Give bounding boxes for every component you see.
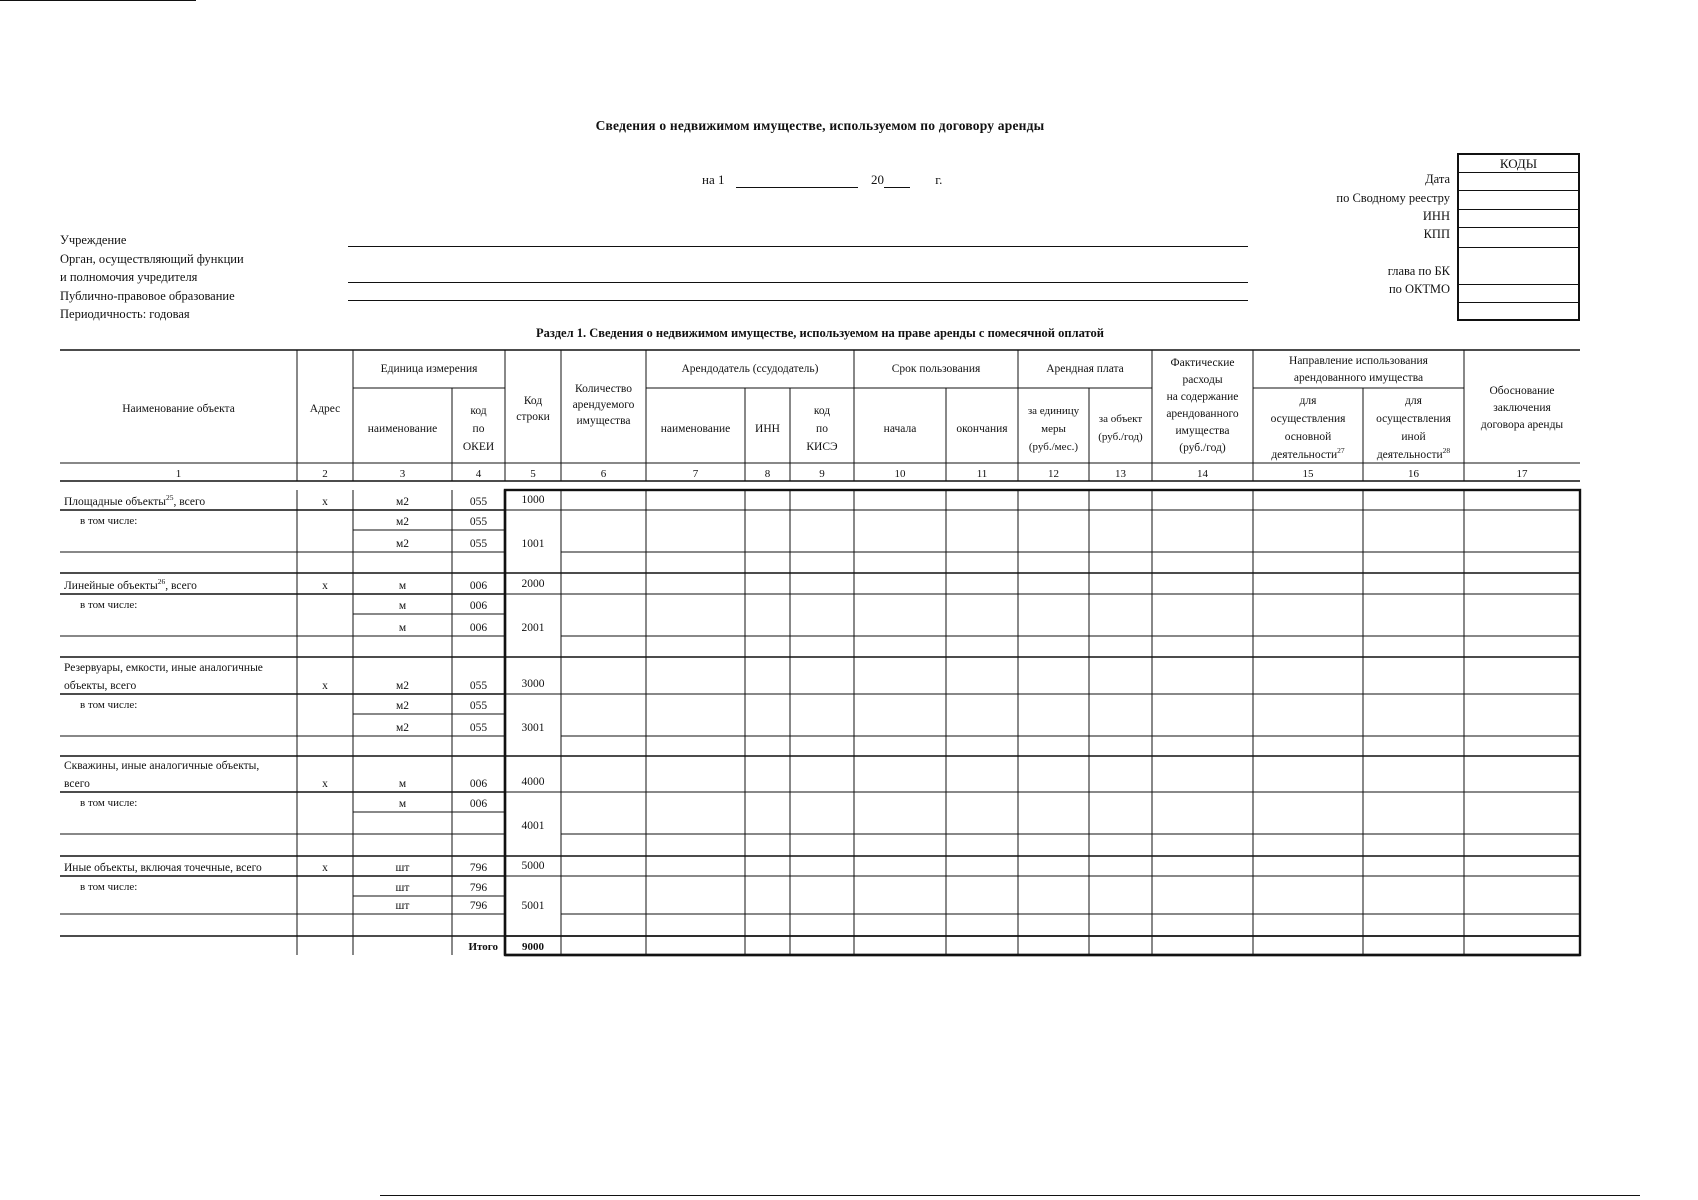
group-address: х xyxy=(322,580,328,592)
header-usage-other-last: деятельности$^{28}$ xyxy=(1376,446,1451,461)
total-code: 9000 xyxy=(522,941,544,953)
header-usage-group: Направление использования xyxy=(1289,355,1428,367)
header-term-start: начала xyxy=(883,423,917,435)
header-usage-other: осуществления xyxy=(1376,413,1451,425)
date-prefix: на 1 xyxy=(702,172,725,187)
header-unit-name: наименование xyxy=(367,423,438,435)
column-number: 16 xyxy=(1408,468,1419,480)
header-quantity: Количество xyxy=(575,383,632,395)
header-basis: Обоснование xyxy=(1489,385,1555,397)
column-number: 4 xyxy=(475,468,482,480)
label-institution: Учреждение xyxy=(60,233,127,247)
group-unit: м2 xyxy=(395,496,410,508)
group-address: х xyxy=(322,496,328,508)
group-code: 4000 xyxy=(521,776,545,788)
section-title: Раздел 1. Сведения о недвижимом имуществе, используемом на праве аренды с помесячной оплатой xyxy=(536,326,1104,340)
header-actual-costs: на содержание xyxy=(1166,391,1239,403)
header-usage-group: арендованного имущества xyxy=(1293,372,1424,384)
label-periodicity: Периодичность: годовая xyxy=(60,307,190,321)
column-number: 2 xyxy=(322,468,328,480)
code-label-inn: ИНН xyxy=(1422,209,1450,223)
column-number: 11 xyxy=(976,468,988,480)
column-number: 3 xyxy=(399,468,406,480)
header-rent-object: за объект xyxy=(1098,413,1143,425)
group-title: Скважины, иные аналогичные объекты, xyxy=(64,760,260,772)
sub-okei: 055 xyxy=(469,516,488,528)
header-rent-unit: меры xyxy=(1041,423,1066,435)
bottom-edge-line xyxy=(380,1195,1640,1196)
header-quantity: имущества xyxy=(576,415,631,427)
sub-unit: м xyxy=(398,798,407,810)
header-row-code: строки xyxy=(516,411,550,423)
header-rent-unit: за единицу xyxy=(1027,405,1080,417)
sub-unit: шт xyxy=(395,900,410,912)
sub-okei: 796 xyxy=(469,900,488,912)
group-code: 1000 xyxy=(521,494,545,506)
header-quantity: арендуемого xyxy=(572,399,635,411)
group-okei: 006 xyxy=(469,778,488,790)
header-lessor-inn: ИНН xyxy=(755,423,780,435)
sub-unit: м xyxy=(398,600,407,612)
header-row-code: Код xyxy=(523,395,543,407)
header-lessor-kise: по xyxy=(816,423,828,435)
column-number: 9 xyxy=(819,468,825,480)
group-address: х xyxy=(322,680,328,692)
header-rent-unit: (руб./мес.) xyxy=(1028,441,1079,453)
header-usage-main: осуществления xyxy=(1270,413,1346,425)
code-label-bk: глава по БК xyxy=(1387,264,1450,278)
sub-okei: 055 xyxy=(469,538,488,550)
sub-unit: м2 xyxy=(395,538,410,550)
header-usage-other: иной xyxy=(1401,431,1426,443)
group-unit: шт xyxy=(395,862,410,874)
sub-code: 1001 xyxy=(521,538,545,550)
label-founder-body: Орган, осуществляющий функции xyxy=(60,251,244,266)
date-suffix: г. xyxy=(935,172,943,187)
codes-header: КОДЫ xyxy=(1459,155,1578,173)
column-number: 12 xyxy=(1048,468,1059,480)
column-number: 17 xyxy=(1516,468,1528,480)
header-usage-main: для xyxy=(1299,395,1317,407)
data-area-frame xyxy=(505,490,1580,955)
group-okei: 796 xyxy=(469,862,488,874)
sub-okei: 796 xyxy=(469,882,488,894)
header-lessor-kise: КИСЭ xyxy=(806,441,838,453)
sub-label: в том числе: xyxy=(80,797,138,809)
group-title-cont: всего xyxy=(64,778,90,790)
group-code: 2000 xyxy=(521,578,545,590)
sub-unit: шт xyxy=(395,882,410,894)
sub-okei: 006 xyxy=(469,622,488,634)
header-actual-costs: (руб./год) xyxy=(1179,442,1226,454)
sub-code: 3001 xyxy=(521,722,545,734)
code-label-date: Дата xyxy=(1425,172,1450,186)
header-okei: по xyxy=(472,423,485,435)
column-number: 1 xyxy=(175,468,182,480)
group-title: Линейные объекты$^{26}$, всего xyxy=(64,577,197,592)
document-title: Сведения о недвижимом имуществе, используемом по договору аренды xyxy=(595,118,1045,133)
header-rent-object: (руб./год) xyxy=(1098,431,1143,443)
group-title: Иные объекты, включая точечные, всего xyxy=(64,862,262,874)
header-lessor-kise: код xyxy=(813,405,831,417)
label-public-entity: Публично-правовое образование xyxy=(60,288,235,303)
sub-okei: 055 xyxy=(469,722,488,734)
header-actual-costs: арендованного xyxy=(1166,408,1239,420)
header-address: Адрес xyxy=(309,403,341,415)
header-lessor-group: Арендодатель (ссудодатель) xyxy=(681,363,819,375)
column-number: 8 xyxy=(764,468,771,480)
header-basis: договора аренды xyxy=(1480,419,1564,431)
header-okei: код xyxy=(470,405,487,417)
header-usage-other: для xyxy=(1405,395,1422,407)
group-code: 3000 xyxy=(521,678,545,690)
group-okei: 055 xyxy=(469,680,488,692)
header-actual-costs: Фактические xyxy=(1170,357,1235,369)
date-year-prefix: 20 xyxy=(870,172,884,187)
sub-okei: 006 xyxy=(469,600,488,612)
header-unit-group: Единица измерения xyxy=(380,363,478,375)
sub-label: в том числе: xyxy=(80,699,138,711)
header-usage-main-last: деятельности$^{27}$ xyxy=(1271,446,1345,461)
sub-okei: 055 xyxy=(469,700,488,712)
sub-code: 2001 xyxy=(521,622,545,634)
sub-unit: м2 xyxy=(395,722,410,734)
column-number: 14 xyxy=(1197,468,1208,480)
header-term-group: Срок пользования xyxy=(891,363,981,375)
label-founder-body-cont: и полномочия учредителя xyxy=(60,270,198,284)
group-title: Резервуары, емкости, иные аналогичные xyxy=(64,662,263,674)
sub-label: в том числе: xyxy=(80,515,138,527)
header-okei: ОКЕИ xyxy=(462,441,495,453)
group-title: Площадные объекты$^{25}$, всего xyxy=(64,493,206,508)
group-unit: м xyxy=(398,778,407,790)
column-number: 10 xyxy=(894,468,906,480)
group-address: х xyxy=(322,862,328,874)
header-lessor-name: наименование xyxy=(660,423,731,435)
header-basis: заключения xyxy=(1493,402,1551,414)
sub-code: 4001 xyxy=(521,820,545,832)
sub-unit: м2 xyxy=(395,516,410,528)
group-unit: м xyxy=(398,580,407,592)
group-unit: м2 xyxy=(395,680,410,692)
column-number: 15 xyxy=(1302,468,1314,480)
header-actual-costs: имущества xyxy=(1175,425,1230,437)
group-okei: 055 xyxy=(469,496,488,508)
header-term-end: окончания xyxy=(956,423,1008,435)
code-label-kpp: КПП xyxy=(1423,227,1450,241)
header-rent-group: Арендная плата xyxy=(1046,363,1124,375)
header-name: Наименование объекта xyxy=(122,403,235,415)
code-label-registry: по Сводному реестру xyxy=(1336,191,1450,205)
column-number: 5 xyxy=(530,468,536,480)
sub-label: в том числе: xyxy=(80,599,138,611)
group-okei: 006 xyxy=(469,580,488,592)
group-code: 5000 xyxy=(521,860,545,872)
sub-okei: 006 xyxy=(469,798,488,810)
group-address: х xyxy=(322,778,328,790)
column-number: 6 xyxy=(600,468,607,480)
sub-unit: м xyxy=(398,622,407,634)
header-actual-costs: расходы xyxy=(1182,374,1223,386)
code-label-oktmo: по ОКТМО xyxy=(1388,282,1450,296)
total-label: Итого xyxy=(468,941,498,953)
sub-label: в том числе: xyxy=(80,881,138,893)
column-number: 7 xyxy=(692,468,699,480)
column-number: 13 xyxy=(1115,468,1126,480)
sub-unit: м2 xyxy=(395,700,410,712)
sub-code: 5001 xyxy=(521,900,545,912)
group-title-cont: объекты, всего xyxy=(64,680,137,692)
header-usage-main: основной xyxy=(1284,431,1332,443)
